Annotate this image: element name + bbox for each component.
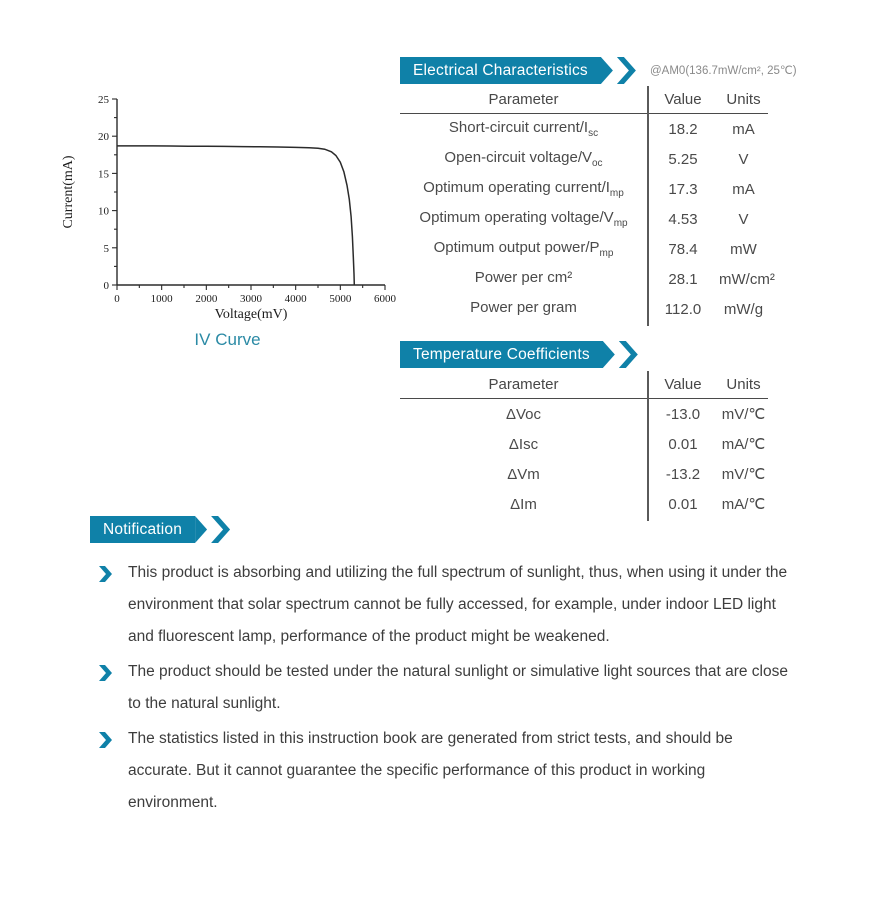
chart-caption: IV Curve [194,330,261,349]
svg-text:5000: 5000 [329,293,352,305]
bullet-chevron-icon [99,566,112,582]
banner-arrow-icon [603,341,615,368]
param-label: Optimum output power/P [433,239,600,256]
svg-text:25: 25 [98,94,109,106]
param-label: ΔIsc [508,435,539,453]
banner-chevron-icon [617,57,636,84]
table-row [400,489,862,519]
param-units: mA/℃ [721,496,766,513]
header-units: Units [726,376,761,393]
svg-text:15: 15 [98,168,109,181]
svg-text:10: 10 [98,205,109,218]
table-row [400,459,862,489]
x-axis-label: Voltage(mV) [214,307,288,322]
svg-text:4000: 4000 [284,293,307,305]
param-value: 4.53 [668,210,698,228]
param-label: Power per gram [470,299,577,316]
param-units: mW [730,240,757,258]
electrical-table [400,86,862,326]
param-value: 78.4 [668,240,698,258]
electrical-characteristics-banner [400,57,636,84]
header-parameter: Parameter [488,376,559,393]
iv-curve-chart [55,85,400,350]
list-item [99,723,799,819]
svg-text:0: 0 [103,280,109,292]
iv-curve-line [117,146,354,285]
param-label: Open-circuit voltage/V [444,149,592,166]
table-row [400,204,862,234]
param-subscript: mp [609,188,624,199]
axis-tick-labels [98,94,397,305]
table-column-divider [647,371,649,521]
table-header-row [400,86,862,113]
banner-title: Electrical Characteristics [400,57,601,84]
y-axis-label: Current(mA) [61,155,76,229]
table-row [400,429,862,459]
notification-banner [90,516,230,543]
table-row [400,174,862,204]
param-units: V [738,150,749,168]
axis-ticks [112,99,385,290]
table-row [400,234,862,264]
banner-chevron-icon [211,516,230,543]
param-units: mV/℃ [721,466,766,483]
svg-text:0: 0 [114,293,120,305]
table-row [400,399,862,429]
header-parameter: Parameter [488,91,559,108]
table-row [400,294,862,324]
param-value: 28.1 [668,270,698,288]
notification-text: The product should be tested under the natural sunlight or simulative light sources that are close to the natural sunlight. [128,663,788,712]
header-value: Value [664,91,702,108]
param-value: 112.0 [664,300,702,318]
header-units: Units [726,91,761,108]
bullet-chevron-icon [99,665,112,681]
param-subscript: mp [599,248,614,259]
header-value: Value [664,376,702,393]
notification-text: The statistics listed in this instruction book are generated from strict tests, and should be accurate. But it cannot guarantee the specific performance of this product in working environment. [128,730,733,811]
svg-text:3000: 3000 [240,293,262,305]
param-units: mW/g [723,300,764,318]
param-value: 17.3 [668,180,698,198]
param-units: mW/cm² [719,270,775,288]
param-value: 0.01 [668,435,698,453]
param-units: mA/℃ [721,436,766,453]
param-units: mV/℃ [721,406,766,423]
table-row [400,114,862,144]
param-value: 0.01 [668,495,698,513]
param-subscript: oc [592,158,603,169]
bullet-chevron-icon [99,732,112,748]
list-item [99,656,799,720]
temperature-table [400,371,862,521]
iv-curve-plot [55,85,400,335]
svg-text:20: 20 [98,131,109,144]
param-label: Power per cm² [474,269,573,286]
param-label: ΔVm [507,465,540,483]
param-units: mA [732,180,755,198]
param-label: ΔVoc [505,405,542,423]
notification-list [99,557,799,822]
banner-chevron-icon [619,341,638,368]
param-subscript: mp [613,218,628,229]
banner-title: Notification [90,516,195,543]
param-value: -13.2 [665,465,701,483]
table-row [400,144,862,174]
list-item [99,557,799,653]
param-value: -13.0 [665,405,701,423]
banner-arrow-icon [601,57,613,84]
banner-title: Temperature Coefficients [400,341,603,368]
param-label: ΔIm [510,495,537,513]
param-label: Short-circuit current/I [448,119,589,136]
temperature-coefficients-banner [400,341,638,368]
banner-arrow-icon [195,516,207,543]
param-units: mA [732,120,755,138]
param-label: Optimum operating voltage/V [419,209,614,226]
svg-text:1000: 1000 [150,293,173,305]
test-condition-note: @AM0(136.7mW/cm², 25℃) [650,65,797,77]
svg-text:5: 5 [103,242,109,255]
table-column-divider [647,86,649,326]
notification-text: This product is absorbing and utilizing the full spectrum of sunlight, thus, when using it under the environment that solar spectrum cannot be fully accessed, for example, under indoor LED light and fluorescent lamp, performance of the product might be weakened. [128,564,788,645]
table-row [400,264,862,294]
param-units: V [738,210,749,228]
svg-text:6000: 6000 [374,293,396,305]
table-header-row [400,371,862,398]
param-subscript: sc [588,128,599,139]
param-label: Optimum operating current/I [423,179,610,196]
param-value: 18.2 [668,120,698,138]
param-value: 5.25 [668,150,698,168]
svg-text:2000: 2000 [195,293,218,305]
